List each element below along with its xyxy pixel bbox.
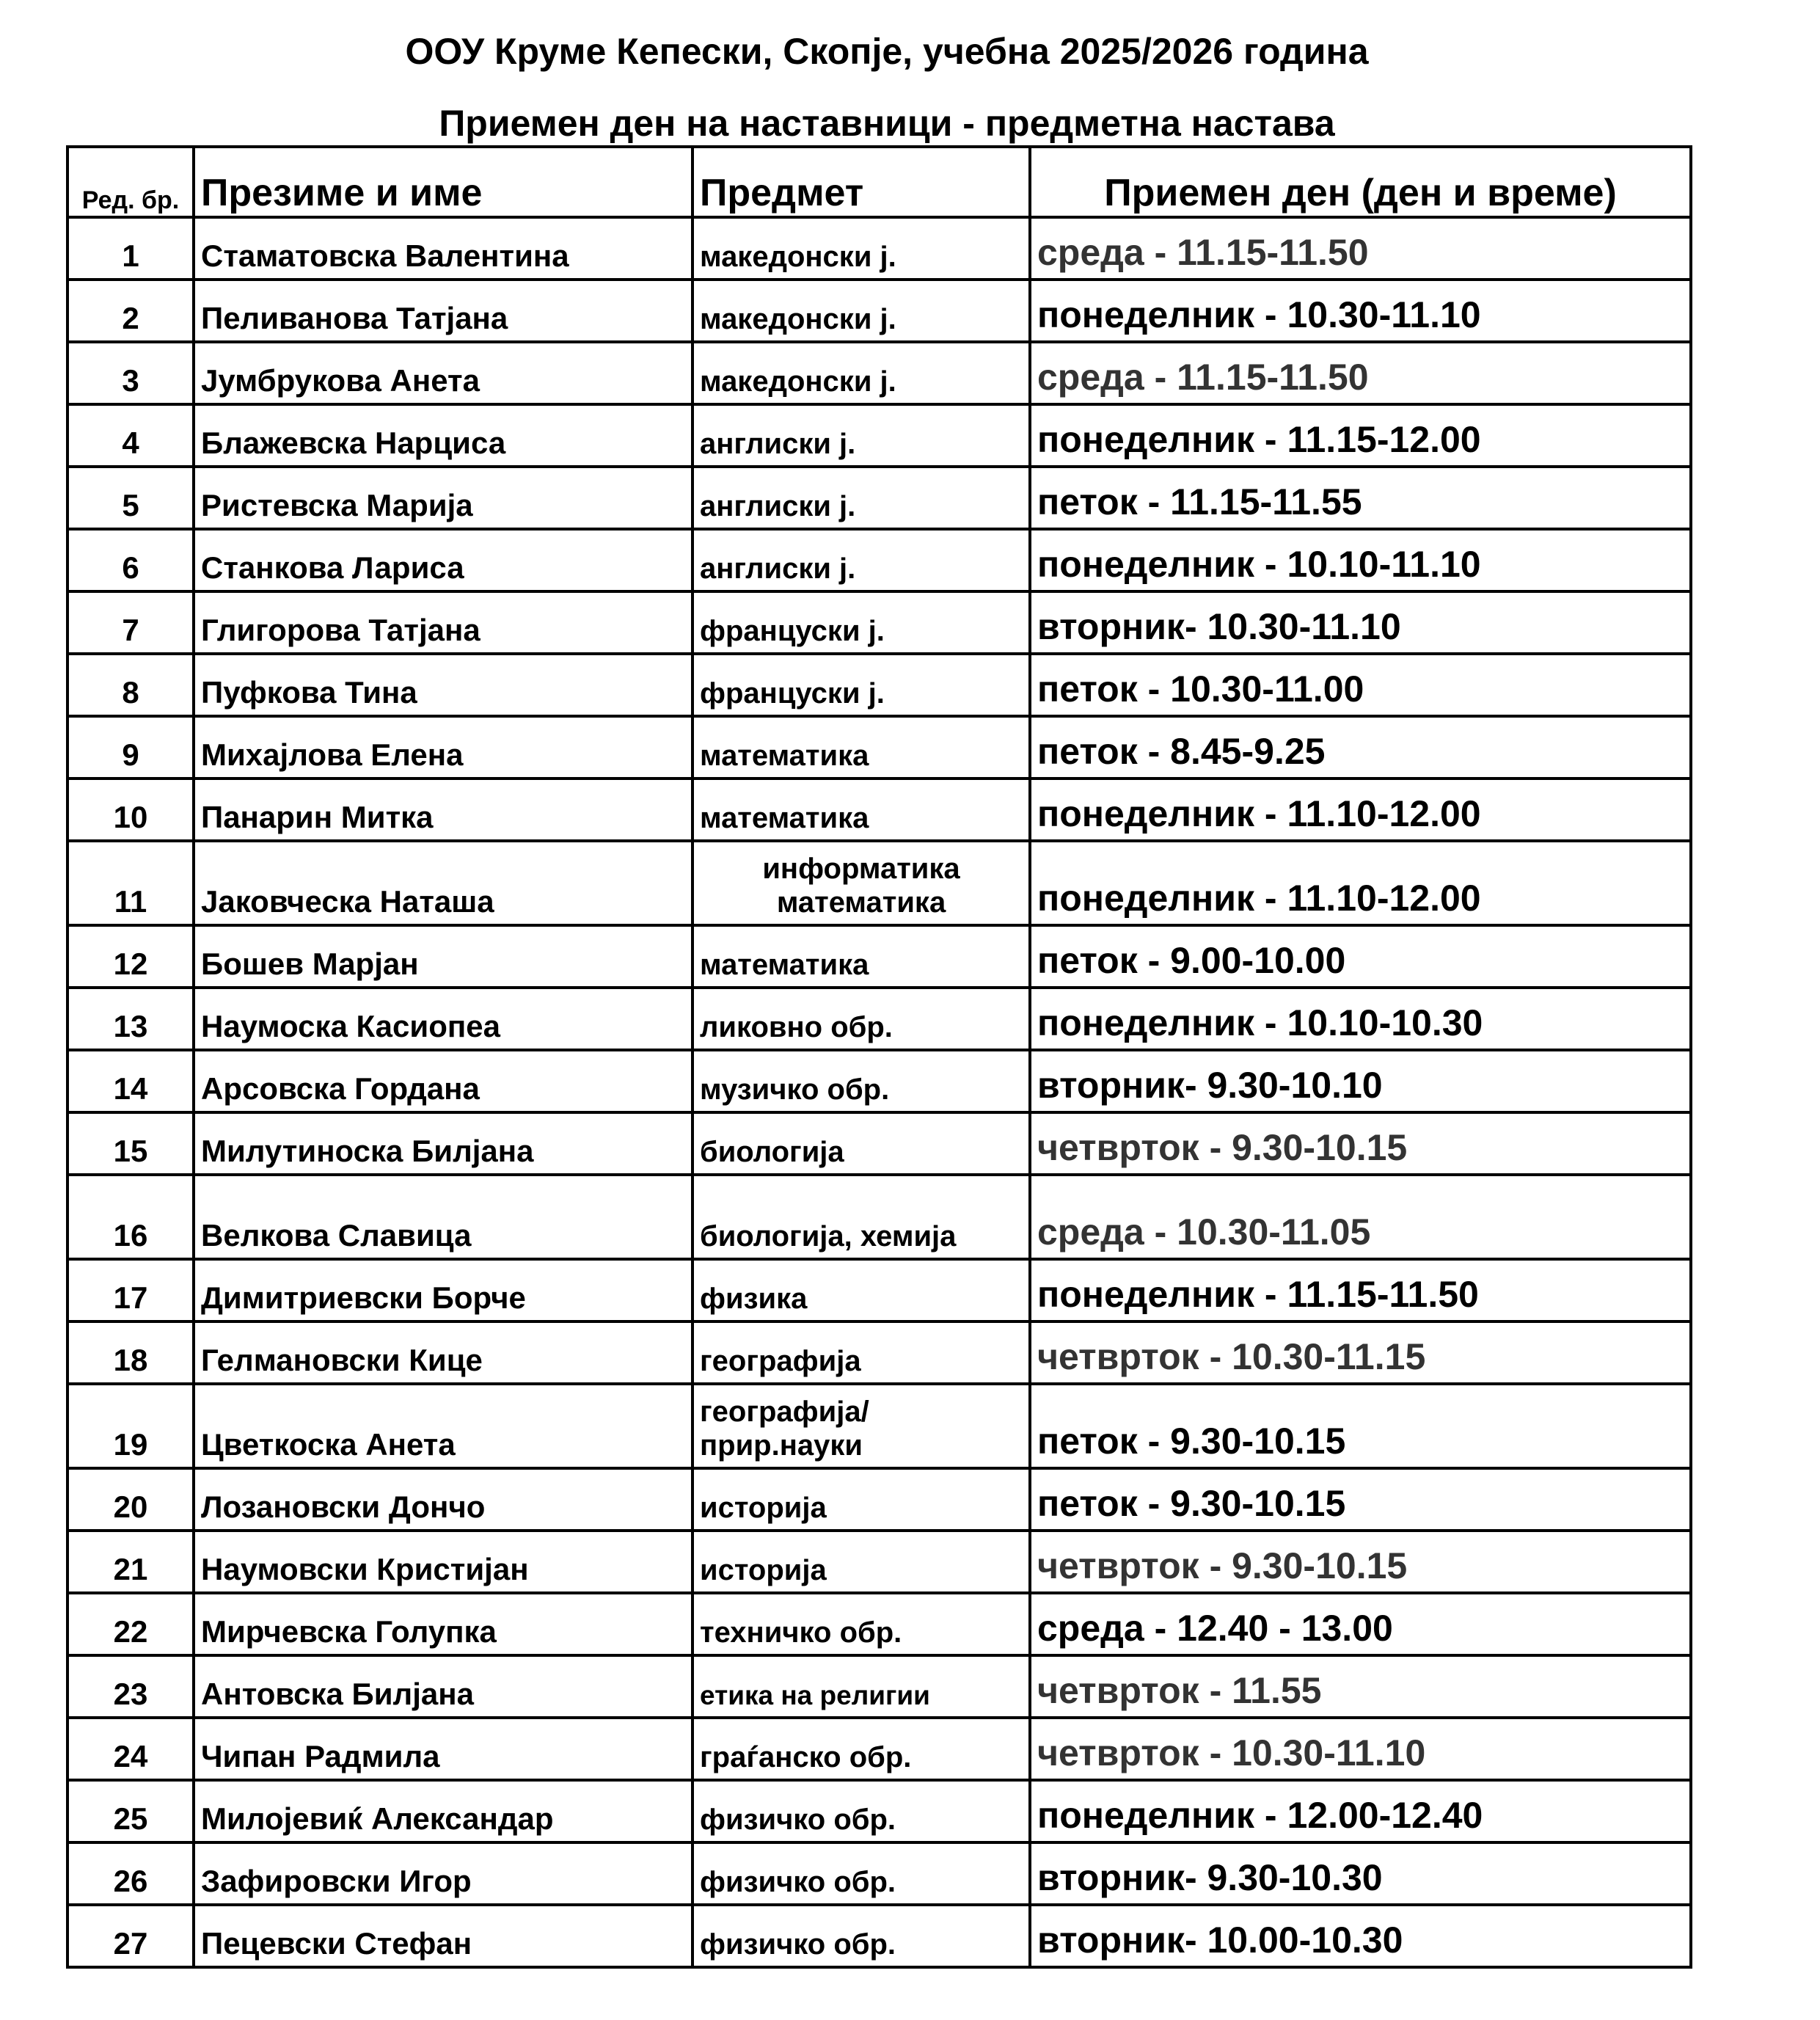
reception-day: петок - 8.45-9.25 <box>1030 716 1691 779</box>
subject-line: географија <box>700 1345 861 1377</box>
row-number: 23 <box>67 1655 194 1718</box>
subject-line: физичко обр. <box>700 1804 896 1836</box>
table-row <box>67 925 1691 988</box>
table-row <box>67 404 1691 467</box>
teacher-name: Глигорова Татјана <box>194 591 692 654</box>
reception-day: четврток - 11.55 <box>1030 1655 1691 1718</box>
teacher-name: Арсовска Гордана <box>194 1050 692 1112</box>
subject-line: физика <box>700 1283 808 1315</box>
table-row <box>67 1905 1691 1967</box>
table-row <box>67 1175 1691 1259</box>
subject <box>692 1321 1030 1384</box>
subject <box>692 1112 1030 1175</box>
teacher-name: Лозановски Дончо <box>194 1468 692 1531</box>
reception-day: четврток - 9.30-10.15 <box>1030 1112 1691 1175</box>
subject-line: физичко обр. <box>700 1866 896 1898</box>
subject <box>692 1259 1030 1321</box>
reception-day: четврток - 10.30-11.10 <box>1030 1718 1691 1780</box>
subject <box>692 1531 1030 1593</box>
row-number: 15 <box>67 1112 194 1175</box>
table-row <box>67 280 1691 342</box>
subject <box>692 1468 1030 1531</box>
teacher-name: Михајлова Елена <box>194 716 692 779</box>
table-row <box>67 1384 1691 1468</box>
teacher-name: Цветкоска Анета <box>194 1384 692 1468</box>
subject-line: етика на религии <box>700 1680 930 1711</box>
reception-day: понеделник - 11.15-12.00 <box>1030 404 1691 467</box>
subject <box>692 217 1030 280</box>
subject-line: математика <box>700 949 869 981</box>
document-title: ООУ Круме Кепески, Скопје, учебна 2025/2026 година <box>405 31 1369 72</box>
column-header-reception-day: Приемен ден (ден и време) <box>1030 147 1691 217</box>
table-row <box>67 654 1691 716</box>
table-row <box>67 1780 1691 1842</box>
subject-line: биологија <box>700 1136 844 1168</box>
subject <box>692 591 1030 654</box>
row-number: 12 <box>67 925 194 988</box>
teacher-name: Гелмановски Кице <box>194 1321 692 1384</box>
reception-day: вторник- 9.30-10.10 <box>1030 1050 1691 1112</box>
subject <box>692 280 1030 342</box>
subject <box>692 1718 1030 1780</box>
row-number: 19 <box>67 1384 194 1468</box>
subject-line: биологија, хемија <box>700 1220 957 1253</box>
row-number: 16 <box>67 1175 194 1259</box>
teacher-name: Милојевиќ Александар <box>194 1780 692 1842</box>
table-row <box>67 716 1691 779</box>
teacher-name: Зафировски Игор <box>194 1842 692 1905</box>
reception-day: петок - 9.30-10.15 <box>1030 1384 1691 1468</box>
subject <box>692 1905 1030 1967</box>
reception-day: петок - 11.15-11.55 <box>1030 467 1691 529</box>
table-row <box>67 1655 1691 1718</box>
row-number: 18 <box>67 1321 194 1384</box>
subject <box>692 342 1030 404</box>
table-row <box>67 1050 1691 1112</box>
reception-day: среда - 11.15-11.50 <box>1030 342 1691 404</box>
row-number: 4 <box>67 404 194 467</box>
reception-day: четврток - 9.30-10.15 <box>1030 1531 1691 1593</box>
row-number: 26 <box>67 1842 194 1905</box>
table-row <box>67 1593 1691 1655</box>
table-row <box>67 1468 1691 1531</box>
subject <box>692 1593 1030 1655</box>
subject-line: прир.науки <box>700 1429 863 1462</box>
subject-line: англиски ј. <box>700 490 856 522</box>
reception-day: понеделник - 11.10-12.00 <box>1030 779 1691 841</box>
reception-day: понеделник - 10.10-10.30 <box>1030 988 1691 1050</box>
table-row <box>67 342 1691 404</box>
table-row <box>67 1842 1691 1905</box>
subject <box>692 1842 1030 1905</box>
subject-line: ликовно обр. <box>700 1011 893 1043</box>
teacher-name: Блажевска Нарциса <box>194 404 692 467</box>
subject <box>692 1384 1030 1468</box>
teacher-name: Пеливанова Татјана <box>194 280 692 342</box>
subject-line: англиски ј. <box>700 428 856 460</box>
subject <box>692 404 1030 467</box>
table-row <box>67 591 1691 654</box>
subject <box>692 1655 1030 1718</box>
table-row <box>67 779 1691 841</box>
table-row <box>67 217 1691 280</box>
teacher-name: Ристевска Марија <box>194 467 692 529</box>
subject-line: информатика <box>762 853 960 885</box>
subject-line: математика <box>700 802 869 834</box>
reception-day: понеделник - 11.10-12.00 <box>1030 841 1691 925</box>
table-row <box>67 1531 1691 1593</box>
row-number: 6 <box>67 529 194 591</box>
subject <box>692 1780 1030 1842</box>
reception-days-table <box>66 145 1692 1969</box>
reception-day: вторник- 10.30-11.10 <box>1030 591 1691 654</box>
row-number: 14 <box>67 1050 194 1112</box>
teacher-name: Наумовски Кристијан <box>194 1531 692 1593</box>
teacher-name: Јаковческа Наташа <box>194 841 692 925</box>
subject <box>692 467 1030 529</box>
teacher-name: Димитриевски Борче <box>194 1259 692 1321</box>
table-body <box>67 217 1691 1967</box>
reception-day: среда - 11.15-11.50 <box>1030 217 1691 280</box>
row-number: 25 <box>67 1780 194 1842</box>
table-row <box>67 988 1691 1050</box>
subject <box>692 988 1030 1050</box>
row-number: 7 <box>67 591 194 654</box>
table-row <box>67 1321 1691 1384</box>
column-header-number: Ред. бр. <box>67 147 194 217</box>
row-number: 27 <box>67 1905 194 1967</box>
subject-line: француски ј. <box>700 615 885 647</box>
table-row <box>67 1112 1691 1175</box>
subject-line: физичко обр. <box>700 1928 896 1961</box>
subject <box>692 779 1030 841</box>
subject-line: англиски ј. <box>700 553 856 585</box>
row-number: 24 <box>67 1718 194 1780</box>
document-subtitle: Приемен ден на наставници - предметна настава <box>439 103 1335 144</box>
teacher-name: Пецевски Стефан <box>194 1905 692 1967</box>
reception-day: петок - 9.30-10.15 <box>1030 1468 1691 1531</box>
row-number: 9 <box>67 716 194 779</box>
row-number: 13 <box>67 988 194 1050</box>
row-number: 11 <box>67 841 194 925</box>
subject <box>692 1175 1030 1259</box>
subject-line: историја <box>700 1492 827 1524</box>
subject-line: техничко обр. <box>700 1616 902 1649</box>
reception-day: понеделник - 10.10-11.10 <box>1030 529 1691 591</box>
reception-day: понеделник - 10.30-11.10 <box>1030 280 1691 342</box>
table-header-row <box>67 147 1691 217</box>
teacher-name: Пуфкова Тина <box>194 654 692 716</box>
subject-line: математика <box>776 886 946 919</box>
reception-day: вторник- 9.30-10.30 <box>1030 1842 1691 1905</box>
subject-line: француски ј. <box>700 677 885 710</box>
reception-day: понеделник - 11.15-11.50 <box>1030 1259 1691 1321</box>
reception-day: петок - 9.00-10.00 <box>1030 925 1691 988</box>
teacher-name: Велкова Славица <box>194 1175 692 1259</box>
subject-line: македонски ј. <box>700 365 896 398</box>
row-number: 3 <box>67 342 194 404</box>
teacher-name: Мирчевска Голупка <box>194 1593 692 1655</box>
table-row <box>67 841 1691 925</box>
subject <box>692 925 1030 988</box>
subject-line: македонски ј. <box>700 241 896 273</box>
teacher-name: Станкова Лариса <box>194 529 692 591</box>
reception-day: понеделник - 12.00-12.40 <box>1030 1780 1691 1842</box>
teacher-name: Јумбрукова Анета <box>194 342 692 404</box>
table-row <box>67 529 1691 591</box>
subject <box>692 529 1030 591</box>
teacher-name: Милутиноска Билјана <box>194 1112 692 1175</box>
reception-day: среда - 10.30-11.05 <box>1030 1175 1691 1259</box>
subject-line: географија/ <box>700 1396 869 1428</box>
teacher-name: Стаматовска Валентина <box>194 217 692 280</box>
subject <box>692 654 1030 716</box>
reception-day: среда - 12.40 - 13.00 <box>1030 1593 1691 1655</box>
subject-line: музичко обр. <box>700 1073 890 1106</box>
reception-day: вторник- 10.00-10.30 <box>1030 1905 1691 1967</box>
teacher-name: Панарин Митка <box>194 779 692 841</box>
subject <box>692 841 1030 925</box>
row-number: 8 <box>67 654 194 716</box>
column-header-subject: Предмет <box>692 147 1030 217</box>
row-number: 2 <box>67 280 194 342</box>
reception-day: петок - 10.30-11.00 <box>1030 654 1691 716</box>
column-header-name: Презиме и име <box>194 147 692 217</box>
subject-line: македонски ј. <box>700 303 896 335</box>
row-number: 20 <box>67 1468 194 1531</box>
subject-line: математика <box>700 740 869 772</box>
table-row <box>67 467 1691 529</box>
table-row <box>67 1718 1691 1780</box>
row-number: 21 <box>67 1531 194 1593</box>
subject <box>692 716 1030 779</box>
table-row <box>67 1259 1691 1321</box>
row-number: 1 <box>67 217 194 280</box>
teacher-name: Наумоска Касиопеа <box>194 988 692 1050</box>
reception-day: четврток - 10.30-11.15 <box>1030 1321 1691 1384</box>
teacher-name: Антовска Билјана <box>194 1655 692 1718</box>
subject-line: историја <box>700 1554 827 1586</box>
row-number: 5 <box>67 467 194 529</box>
row-number: 17 <box>67 1259 194 1321</box>
teacher-name: Бошев Марјан <box>194 925 692 988</box>
subject <box>692 1050 1030 1112</box>
subject-line: граѓанско обр. <box>700 1741 912 1773</box>
teacher-name: Чипан Радмила <box>194 1718 692 1780</box>
row-number: 22 <box>67 1593 194 1655</box>
row-number: 10 <box>67 779 194 841</box>
